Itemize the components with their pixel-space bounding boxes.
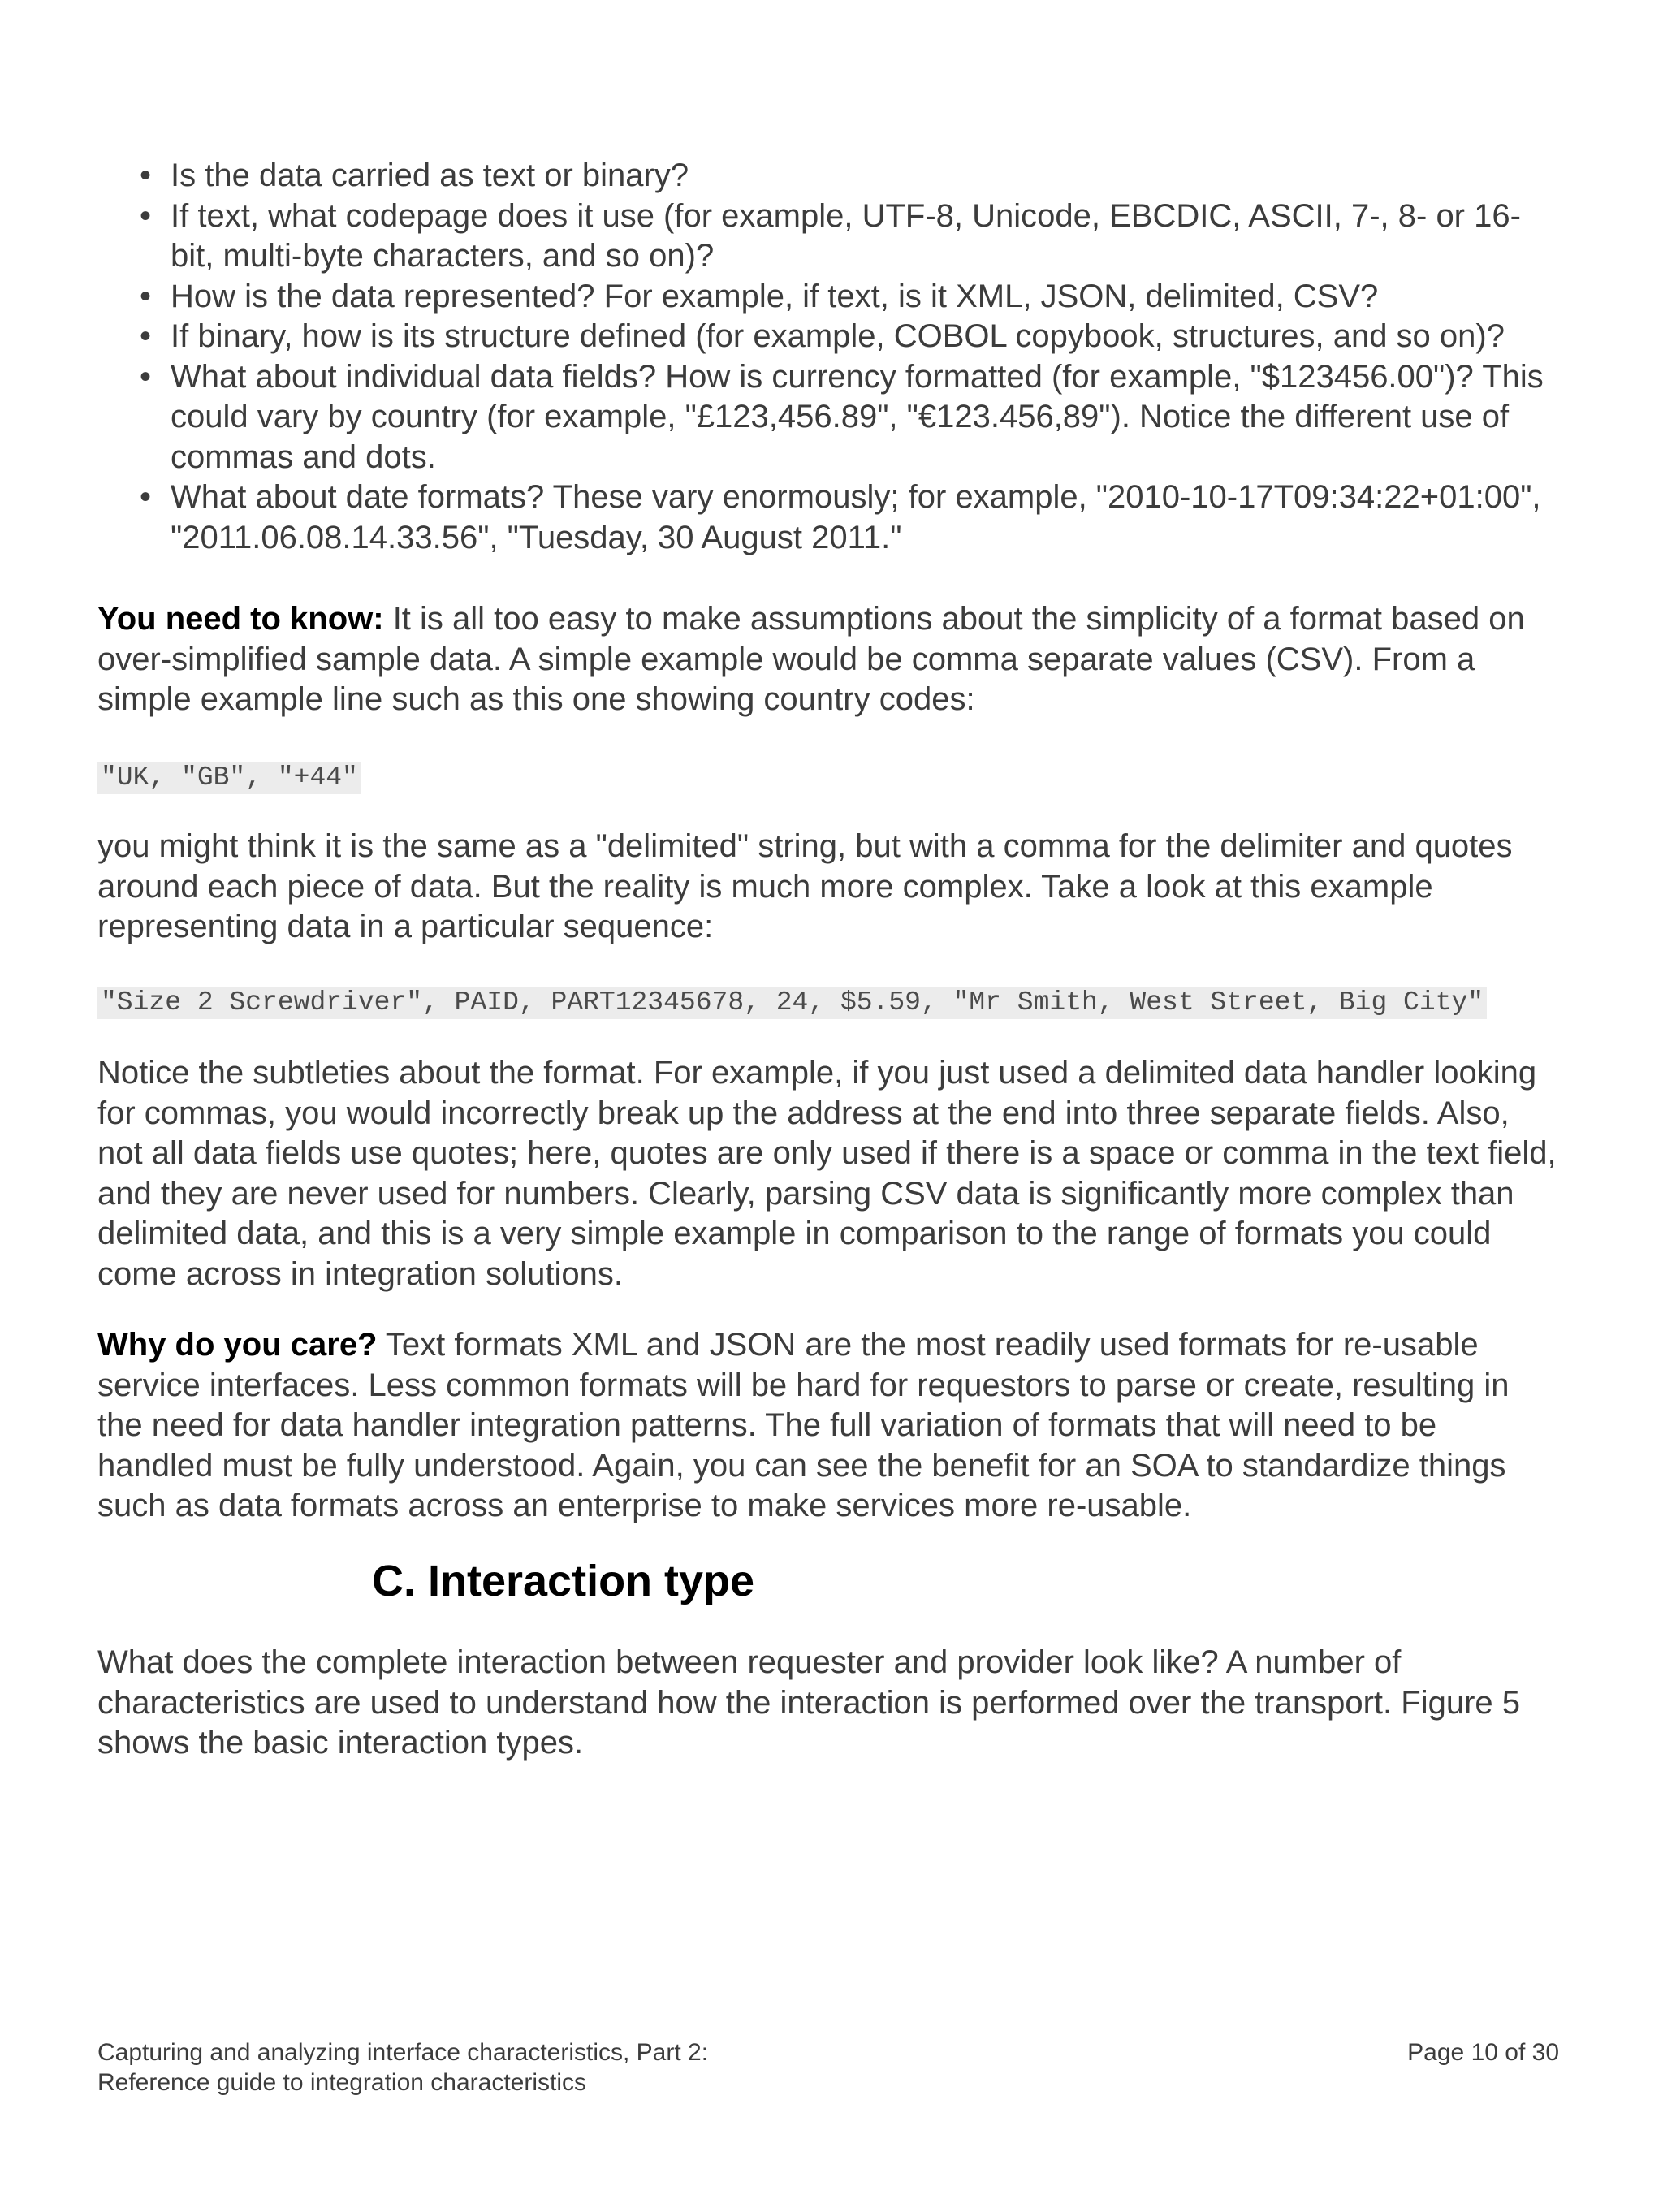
list-item-text: What about date formats? These vary enormously; for example, "2010-10-17T09:34:22+01:00", "2011.06.08.14.33.56", "Tuesday, 30 August 2011." — [171, 479, 1541, 555]
list-item-text: How is the data represented? For example, if text, is it XML, JSON, delimited, CSV? — [171, 278, 1379, 314]
list-item-text: If binary, how is its structure defined (for example, COBOL copybook, structures, and so on)? — [171, 318, 1505, 354]
page-number: Page 10 of 30 — [1407, 2039, 1559, 2066]
why-care-text: Text formats XML and JSON are the most readily used formats for re-usable service interfaces. Less common formats will be hard for requestors to parse or create, resulting in the need for data handler integration patterns. The full variation of formats that will need to be handled must be fully understood. Again, you can see the benefit for an SOA to standardize things such as data formats across an enterprise to make services more re-usable. — [97, 1327, 1510, 1523]
list-item-text: If text, what codepage does it use (for example, UTF-8, Unicode, EBCDIC, ASCII, 7-, 8- or 16-bit, multi-byte characters, and so on)? — [171, 197, 1521, 274]
list-item — [97, 357, 1559, 478]
list-item-text: What about individual data fields? How is currency formatted (for example, "$123456.00")? This could vary by country (for example, "£123,456.89", "€123.456,89"). Notice the different use of commas and dots. — [171, 358, 1544, 475]
need-to-know-label: You need to know: — [97, 601, 384, 637]
list-item-text: Is the data carried as text or binary? — [171, 158, 689, 193]
country-code-sample: "UK, "GB", "+44" — [97, 762, 361, 794]
footer-title-line1: Capturing and analyzing interface characteristics, Part 2: — [97, 2039, 709, 2066]
format-questions-list — [97, 156, 1559, 558]
why-care-label: Why do you care? — [97, 1327, 378, 1363]
list-item — [97, 156, 1559, 197]
footer-title — [97, 2037, 708, 2098]
bullet-icon: • — [140, 479, 152, 515]
bullet-icon: • — [140, 278, 152, 314]
footer-title-line2: Reference guide to integration characteristics — [97, 2069, 586, 2096]
subtleties-paragraph: Notice the subtleties about the format. For example, if you just used a delimited data handler looking for commas, you would incorrectly break up the address at the end into three separate fields. Also, not all data fields use quotes; here, quotes are only used if there is a space or comma in the text field, and they are never used for numbers. Clearly, parsing CSV data is significantly more complex than delimited data, and this is a very simple example in comparison to the range of formats you could come across in integration solutions. — [97, 1055, 1557, 1292]
need-to-know-paragraph — [97, 599, 1559, 720]
section-heading: C. Interaction type — [372, 1557, 755, 1605]
interaction-paragraph: What does the complete interaction between requester and provider look like? A number of characteristics are used to understand how the interaction is performed over the transport. Figure 5 shows the basic interaction types. — [97, 1644, 1521, 1761]
bullet-icon: • — [140, 197, 152, 234]
list-item — [97, 317, 1559, 357]
list-item — [97, 197, 1559, 277]
delimited-paragraph: you might think it is the same as a "delimited" string, but with a comma for the delimiter and quotes around each piece of data. But the reality is much more complex. Take a look at this example representing data in a particular sequence: — [97, 828, 1513, 944]
why-care-paragraph — [97, 1325, 1559, 1527]
list-item — [97, 277, 1559, 318]
bullet-icon: • — [140, 358, 152, 395]
csv-sample: "Size 2 Screwdriver", PAID, PART12345678, 24, $5.59, "Mr Smith, West Street, Big City" — [97, 987, 1487, 1019]
bullet-icon: • — [140, 158, 152, 193]
list-item — [97, 477, 1559, 558]
need-to-know-text: It is all too easy to make assumptions about the simplicity of a format based on over-simplified sample data. A simple example would be comma separate values (CSV). From a simple example line such as this one showing country codes: — [97, 601, 1525, 717]
bullet-icon: • — [140, 318, 152, 354]
